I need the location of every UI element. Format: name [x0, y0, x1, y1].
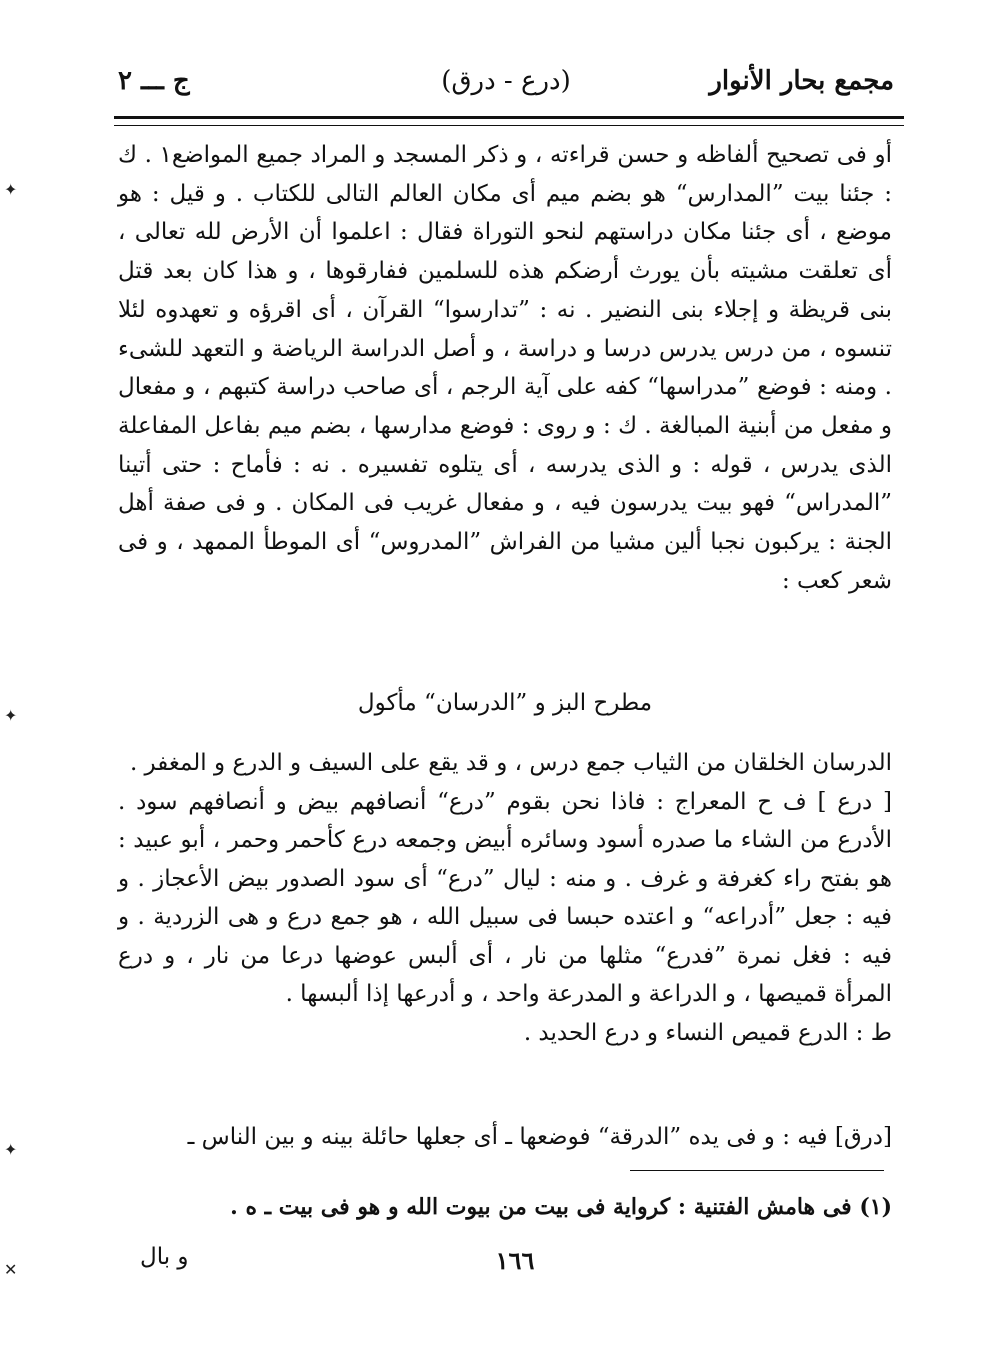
margin-mark-icon: ✦ — [4, 180, 18, 199]
volume-number: ج ـــ ٢ — [118, 66, 190, 96]
page-number: ١٦٦ — [495, 1246, 535, 1275]
body-section-2 — [118, 744, 892, 1052]
entry-daraq: [درق] فيه : و فى يده ”الدرقة“ فوضعها ـ أى جعلها حائلة بينه و بين الناس ـ — [187, 1124, 892, 1150]
header-rule — [114, 116, 904, 126]
margin-mark-icon: ✦ — [4, 706, 18, 725]
entry-daraa: [ درع ] ف ح المعراج : فاذا نحن بقوم ”درع“ أنصافهم بيض و أنصافهم سود . الأدرع من الشاء ما صدره أسود وسائره أبيض وجمعه درع كأحمر وحمر ، أبو عبيد : هو بفتح راء كغرفة و غرف . و منه : ليال ”درع“ أى سود الصدور بيض الأعجاز . و فيه : جعل ”أدراعه“ و اعتده حبسا فى سبيل الله ، هو جمع درع و هى الزردية . و فيه : فغل نمرة ”فدرع“ مثلها من نار ، أى ألبس عوضها درعا من نار ، و درع المرأة قميصها ، و الدراعة و المدرعة واحد ، و أدرعها إذا ألبسها . — [118, 788, 892, 1007]
book-title: مجمع بحار الأنوار — [709, 66, 894, 96]
footnote: (١) فى هامش الفتنية : كرواية فى بيت من بيوت الله و هو فى بيت ـ ه . — [230, 1194, 892, 1220]
margin-mark-icon: ✕ — [4, 1260, 18, 1279]
running-head — [118, 66, 894, 106]
margin-mark-icon: ✦ — [4, 1140, 18, 1159]
entry-range: (درع - درق) — [441, 66, 571, 96]
body-paragraph-2: الدرسان الخلقان من الثياب جمع درس ، و قد يقع على السيف و الدرع و المغفر . — [129, 750, 892, 776]
body-paragraph-1: أو فى تصحيح ألفاظه و حسن قراءته ، و ذكر المسجد و المراد جميع المواضع١ . ك : جئنا بيت ”المدارس“ هو بضم ميم أى مكان العالم التالى للكتاب . و قيل : هو موضع ، أى جئنا مكان دراستهم لنحو التوراة فقال : اعلموا أن الأرض لله تعالى ، أى تعلقت مشيته بأن يورث أرضكم هذه للسلمين ففارقوها ، و هذا كان بعد قتل بنى قريظة و إجلاء بنى النضير . نه : ”تدارسوا“ القرآن ، أى اقرؤه و تعهدوه لئلا تنسوه ، من درس يدرس درسا و دراسة ، و أصل الدراسة الرياضة و التعهد للشىء . ومنه : فوضع ”مدراسها“ كفه على آية الرجم ، أى صاحب دراسة كتبهم ، و مفعال و مفعل من أبنية المبالغة . ك : و روى : فوضع مدارسها ، بضم ميم بفاعل المفاعلة الذى يدرس ، قوله : و الذى يدرسه ، أى يتلوه تفسيره . نه : فأماح : حتى أتينا ”المدراس“ فهو بيت يدرسون فيه ، و مفعال غريب فى المكان . و فى صفة أهل الجنة : يركبون نجبا ألين مشيا من الفراش ”المدروس“ أى الموطأ الممهد ، و فى شعر كعب : — [118, 142, 892, 594]
footnote-rule — [630, 1170, 884, 1171]
catchword: و بال — [140, 1244, 189, 1270]
verse-line: مطرح البز و ”الدرسان“ مأكول — [357, 690, 653, 716]
body-paragraph-4: ط : الدرع قميص النساء و درع الحديد . — [523, 1019, 892, 1046]
